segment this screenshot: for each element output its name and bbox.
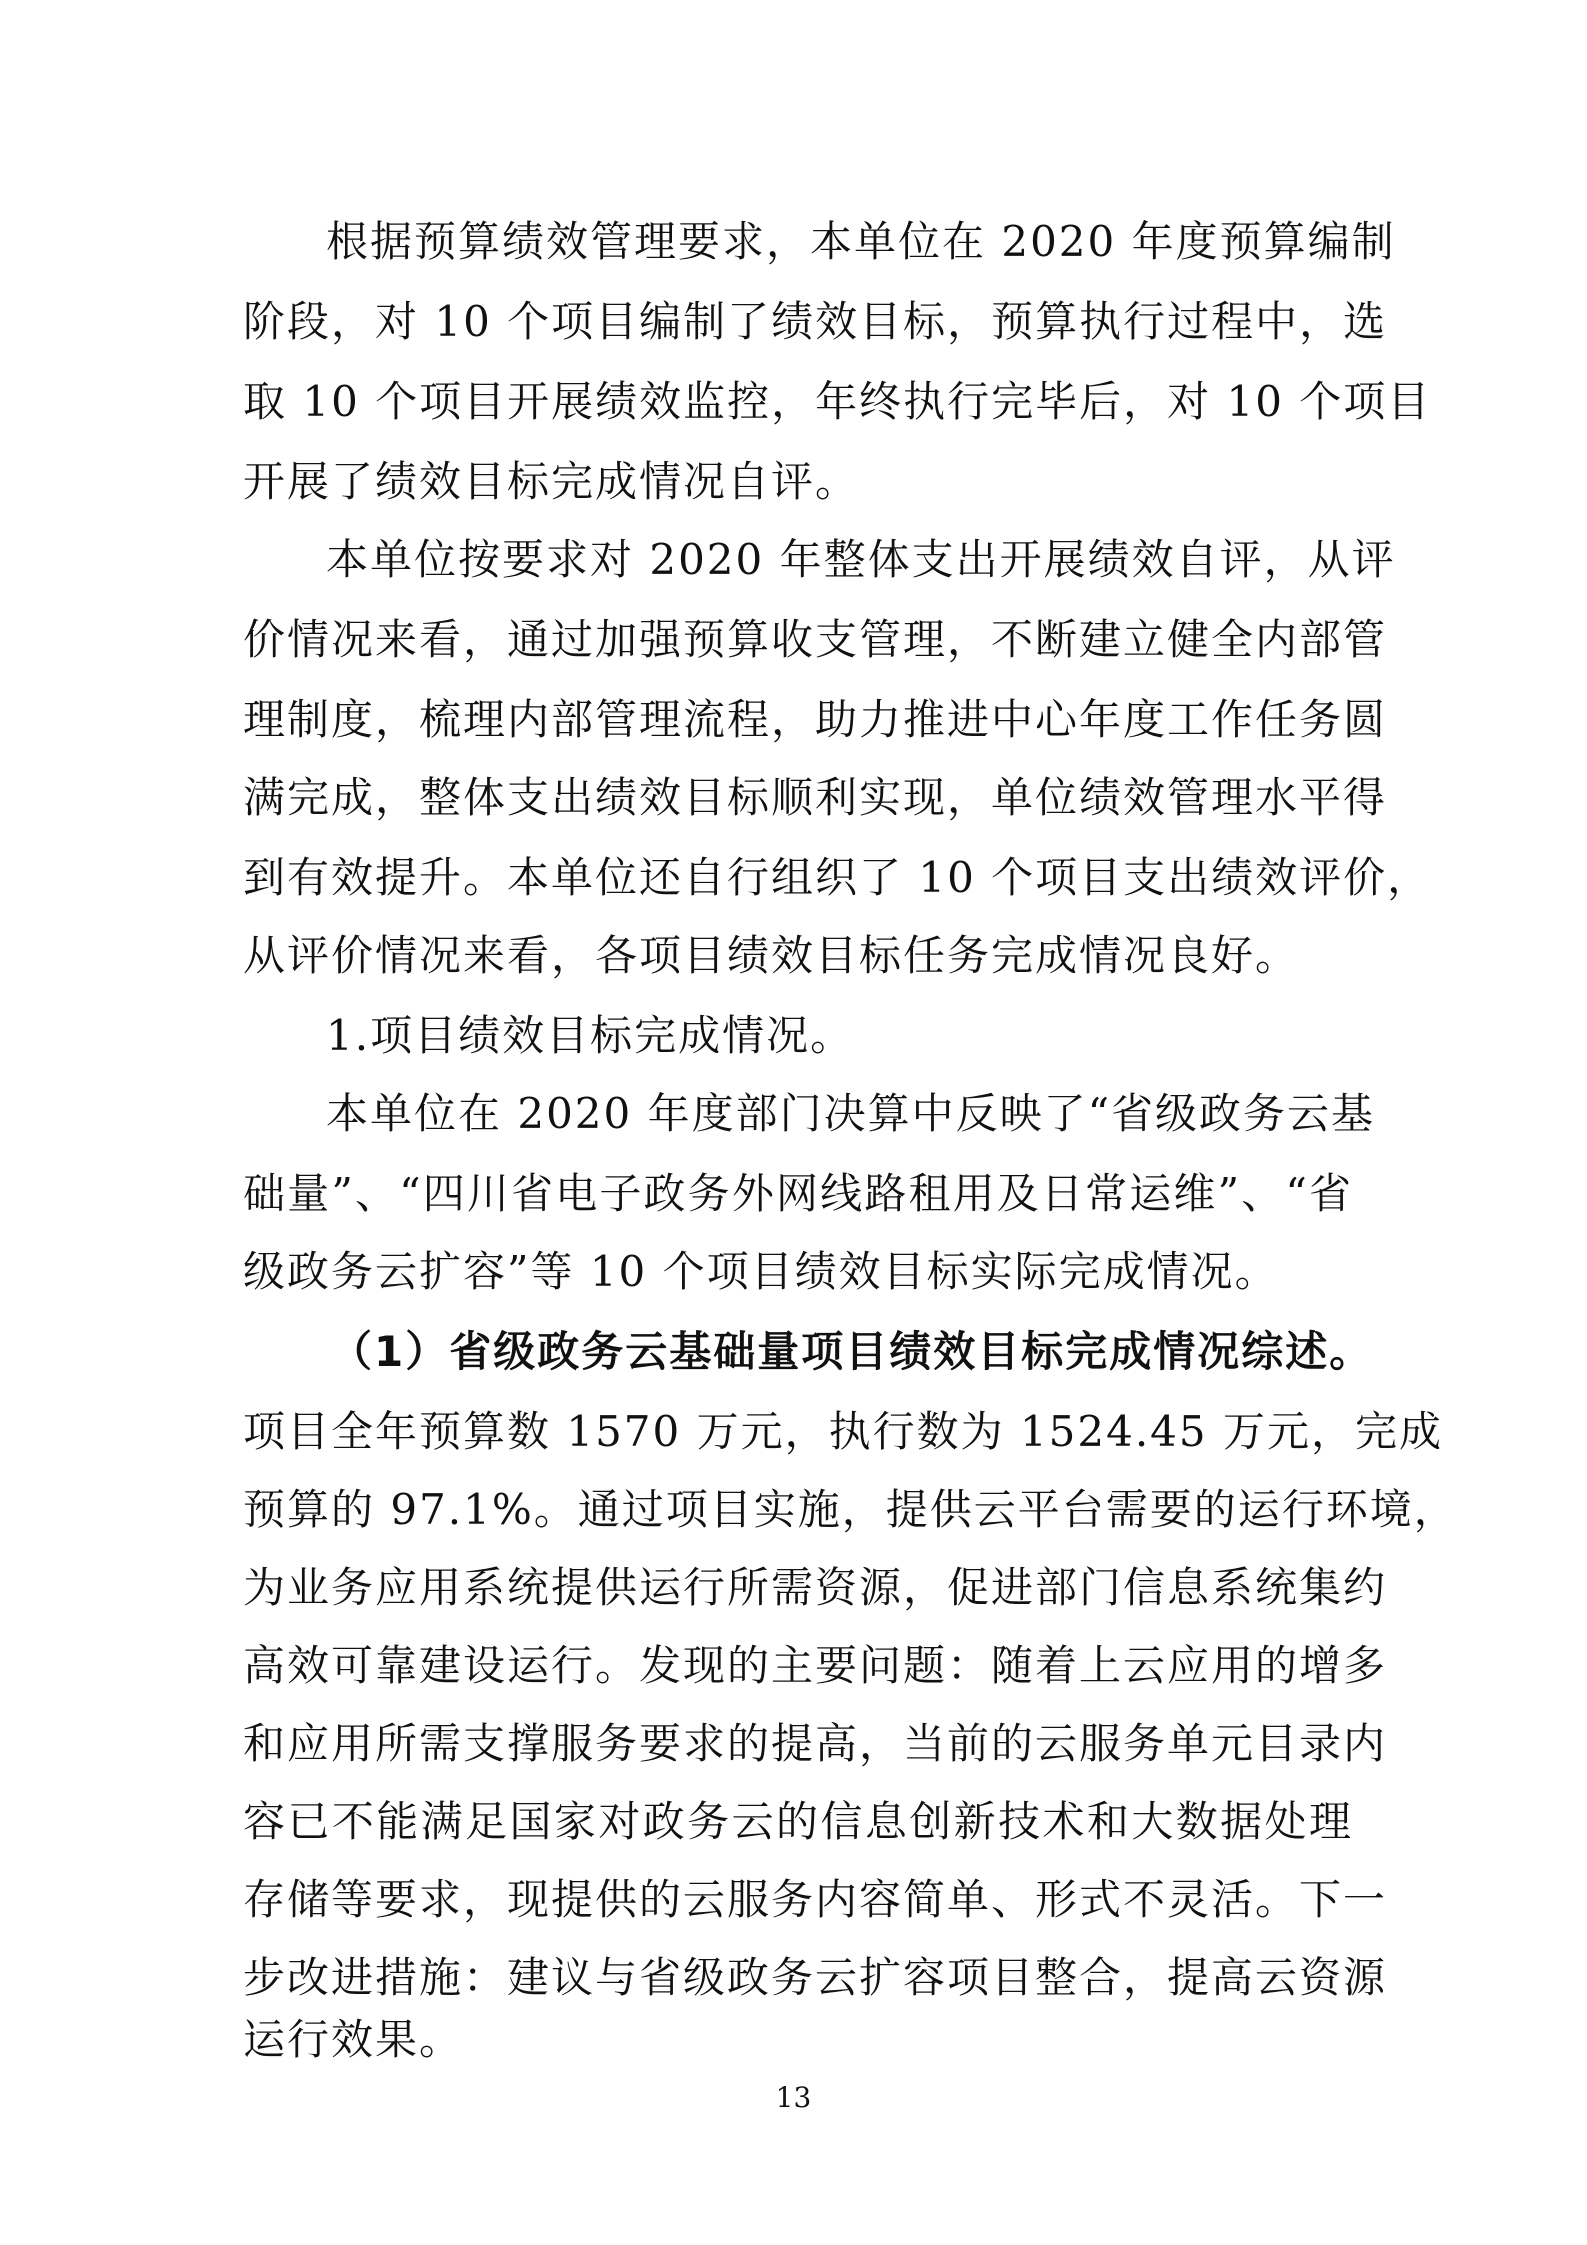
paragraph-line: 到有效提升。本单位还自行组织了 10 个项目支出绩效评价， bbox=[243, 853, 1432, 902]
paragraph-line: 项目全年预算数 1570 万元，执行数为 1524.45 万元，完成 bbox=[243, 1407, 1443, 1456]
paragraph-line: 根据预算绩效管理要求，本单位在 2020 年度预算编制 bbox=[326, 217, 1396, 266]
paragraph-line: 级政务云扩容”等 10 个项目绩效目标实际完成情况。 bbox=[243, 1247, 1279, 1296]
paragraph-line: 理制度，梳理内部管理流程，助力推进中心年度工作任务圆 bbox=[243, 695, 1388, 744]
paragraph-line: 高效可靠建设运行。发现的主要问题：随着上云应用的增多 bbox=[243, 1641, 1388, 1690]
paragraph-line: 存储等要求，现提供的云服务内容简单、形式不灵活。下一 bbox=[243, 1875, 1388, 1924]
paragraph-line: 和应用所需支撑服务要求的提高，当前的云服务单元目录内 bbox=[243, 1719, 1388, 1768]
paragraph-line: 取 10 个项目开展绩效监控，年终执行完毕后，对 10 个项目 bbox=[243, 377, 1432, 426]
subsection-heading: （1）省级政务云基础量项目绩效目标完成情况综述。 bbox=[330, 1327, 1374, 1376]
paragraph-line: 步改进措施：建议与省级政务云扩容项目整合，提高云资源 bbox=[243, 1953, 1388, 2002]
section-heading: 1.项目绩效目标完成情况。 bbox=[326, 1011, 855, 1060]
paragraph-line: 从评价情况来看，各项目绩效目标任务完成情况良好。 bbox=[243, 931, 1300, 980]
paragraph-line: 容已不能满足国家对政务云的信息创新技术和大数据处理 bbox=[243, 1797, 1353, 1846]
paragraph-line: 满完成，整体支出绩效目标顺利实现，单位绩效管理水平得 bbox=[243, 773, 1388, 822]
paragraph-line: 本单位按要求对 2020 年整体支出开展绩效自评，从评 bbox=[326, 535, 1396, 584]
paragraph-line: 阶段，对 10 个项目编制了绩效目标，预算执行过程中，选 bbox=[243, 297, 1388, 346]
paragraph-line: 运行效果。 bbox=[243, 2015, 464, 2064]
paragraph-line: 为业务应用系统提供运行所需资源，促进部门信息系统集约 bbox=[243, 1563, 1388, 1612]
paragraph-line: 价情况来看，通过加强预算收支管理，不断建立健全内部管 bbox=[243, 615, 1388, 664]
paragraph-line: 预算的 97.1%。通过项目实施，提供云平台需要的运行环境， bbox=[243, 1485, 1458, 1534]
paragraph-line: 础量”、“四川省电子政务外网线路租用及日常运维”、“省 bbox=[243, 1169, 1353, 1218]
page-number: 13 bbox=[775, 2081, 812, 2114]
paragraph-line: 开展了绩效目标完成情况自评。 bbox=[243, 457, 860, 506]
paragraph-line: 本单位在 2020 年度部门决算中反映了“省级政务云基 bbox=[326, 1089, 1376, 1138]
